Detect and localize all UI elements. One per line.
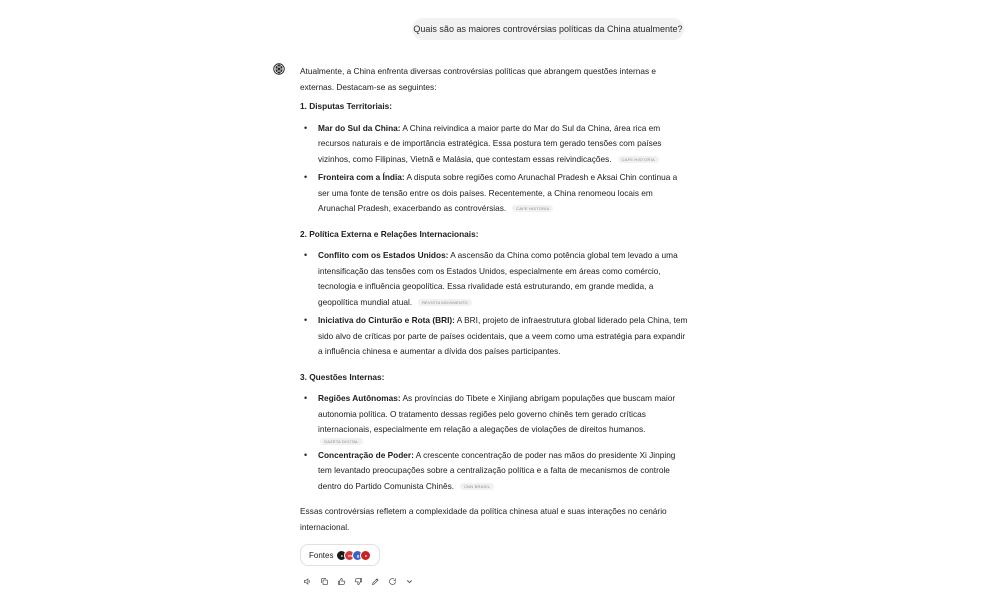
item-text: A disputa sobre regiões como Arunachal Pradesh e Aksai Chin continua a ser uma fonte de tensão entre os dois países. Recentemente, a China renomeou locais em Arunachal Pradesh, exacerbando as controvérsias. <box>318 172 678 213</box>
cafe-historia-icon: c <box>336 550 347 561</box>
item-title: Regiões Autônomas: <box>318 393 401 403</box>
chevron-down-icon[interactable] <box>402 575 416 587</box>
assistant-logo-icon <box>272 62 286 76</box>
list-item <box>300 170 690 217</box>
item-text: A crescente concentração de poder nas mãos do presidente Xi Jinping tem levantado preocupações sobre a centralização política e a falta de mecanismos de controle dentro do Partido Comunista Chinês. <box>318 449 676 491</box>
answer-intro: Atualmente, a China enfrenta diversas controvérsias políticas que abrangem questões internas e externas. Destacam-se as seguintes: <box>300 66 657 92</box>
list-item <box>300 313 690 360</box>
source-chip[interactable]: GAZETA DIGITAL <box>320 438 363 445</box>
sources-button[interactable] <box>300 544 380 566</box>
list-item <box>300 448 690 495</box>
cnn-brasil-icon: c <box>360 550 371 561</box>
message-actions <box>300 575 416 587</box>
list-item <box>300 391 690 445</box>
section-list <box>300 248 690 360</box>
list-item <box>300 248 690 310</box>
section-list <box>300 121 690 217</box>
source-chip[interactable]: CAFE HISTORIA <box>618 156 659 163</box>
user-message-bubble <box>412 18 684 40</box>
regenerate-icon[interactable] <box>385 575 399 587</box>
item-text: A ascensão da China como potência global tem levado a uma intensificação das tensões com os Estados Unidos, especialmente em áreas como comércio, tecnologia e influência geopolítica. Essa rivalidade está estruturando, em grande medida, a geopolítica mundial atual. <box>318 250 678 307</box>
list-item <box>300 121 690 168</box>
item-title: Fronteira com a Índia: <box>318 172 405 182</box>
source-chip[interactable]: REVISTA MOVIMENTO <box>418 299 472 306</box>
answer-outro: Essas controvérsias refletem a complexidade da política chinesa atual e suas interações no cenário internacional. <box>300 506 667 532</box>
item-text: As províncias do Tibete e Xinjiang abrigam populações que buscam maior autonomia política. O tratamento dessas regiões pelo governo chinês tem gerado críticas internacionais, especialmente em relação a alegações de violações de direitos humanos. <box>318 393 676 434</box>
item-title: Iniciativa do Cinturão e Rota (BRI): <box>318 315 455 325</box>
edit-icon[interactable] <box>368 575 382 587</box>
revista-movimento-icon: m <box>344 550 355 561</box>
section-heading: 1. Disputas Territoriais: <box>300 101 393 111</box>
assistant-answer <box>300 64 690 535</box>
speaker-icon[interactable] <box>300 575 314 587</box>
item-title: Concentração de Poder: <box>318 449 414 460</box>
copy-icon[interactable] <box>317 575 331 587</box>
item-title: Mar do Sul da China: <box>318 122 401 133</box>
source-chip[interactable]: CNN BRASIL <box>460 483 494 490</box>
item-text: A BRI, projeto de infraestrutura global liderado pela China, tem sido alvo de críticas por parte de países ocidentais, que a veem como uma estratégia para expandir a influência chinesa e aumentar a dívida dos países participantes. <box>318 315 688 356</box>
sources-label: Fontes <box>309 550 334 560</box>
item-title: Conflito com os Estados Unidos: <box>318 250 449 260</box>
section-heading: 3. Questões Internas: <box>300 371 385 382</box>
gazeta-digital-icon: g <box>352 550 363 561</box>
source-chip[interactable]: CAFE HISTORIA <box>512 205 553 212</box>
item-text: A China reivindica a maior parte do Mar do Sul da China, área rica em recursos naturais e de importância estratégica. Essa postura tem gerado tensões com países vizinhos, como Filipinas, Vietnã e Malásia, que contestam essas reivindicações. <box>318 122 662 164</box>
user-message-text: Quais são as maiores controvérsias políticas da China atualmente? <box>413 24 683 34</box>
thumbs-up-icon[interactable] <box>334 575 348 587</box>
section-heading: 2. Política Externa e Relações Internacionais: <box>300 228 479 239</box>
thumbs-down-icon[interactable] <box>351 575 365 587</box>
section-list <box>300 391 690 494</box>
